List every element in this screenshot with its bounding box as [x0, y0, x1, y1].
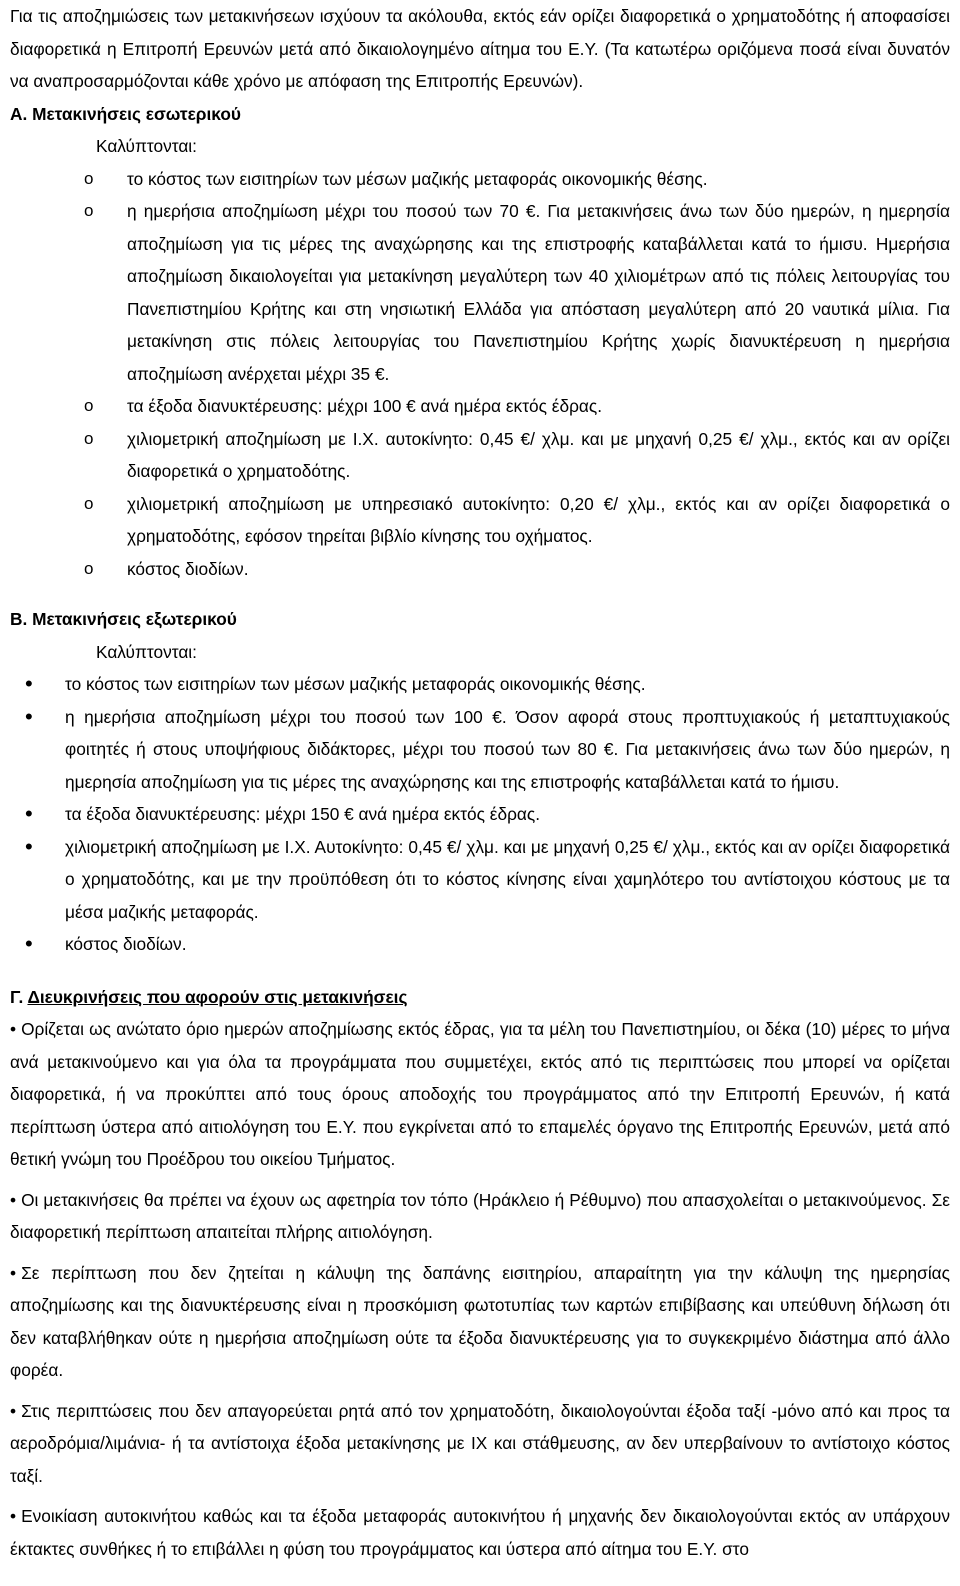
list-item-text: η ημερήσια αποζημίωση μέχρι του ποσού των 70 €. Για μετακινήσεις άνω των δύο ημερών, η ημερησία αποζημίωση για τις μέρες της αναχώρησης και της επιστροφής καταβάλλεται κατά το ήμισυ. Ημερήσια αποζημίωση δικαιολογείται για μετακίνηση μεγαλύτερη των 40 χιλιομέτρων από τις πόλεις λειτουργίας του Πανεπιστημίου Κρήτης και στη νησιωτική Ελλάδα για απόσταση μεγαλύτερη από 20 ναυτικά μίλια. Για μετακίνηση στις πόλεις λειτουργίας του Πανεπιστημίου Κρήτης χωρίς διανυκτέρευση η ημερήσια αποζημίωση ανέρχεται μέχρι 35 €. — [127, 201, 950, 384]
list-item-text: η ημερήσια αποζημίωση μέχρι του ποσού των 100 €. Όσον αφορά στους προπτυχιακούς ή μεταπτυχιακούς φοιτητές ή στους υποψήφιους διδάκτορες, μέχρι του ποσού των 80 €. Για μετακινήσεις άνω των δύο ημερών, η ημερησία αποζημίωση για τις μέρες της αναχώρησης και της επιστροφής καταβάλλεται κατά το ήμισυ. — [65, 706, 950, 792]
list-item-text: κόστος διοδίων. — [127, 558, 249, 579]
clarification-paragraph — [10, 1395, 950, 1493]
bullet-icon: • — [25, 671, 33, 696]
section-a-title: Α. Μετακινήσεις εσωτερικού — [10, 103, 241, 124]
list-item-text: χιλιομετρική αποζημίωση με Ι.Χ. Αυτοκίνητο: 0,45 €/ χλμ. και με μηχανή 0,25 €/ χλμ., εκτός και αν ορίζει διαφορετικά ο χρηματοδότης, και με την προϋπόθεση ότι το κόστος κίνησης είναι χαμηλότερο του αντίστοιχου κόστους με τα μέσα μαζικής μεταφοράς. — [65, 836, 950, 922]
circle-bullet-icon: o — [84, 428, 94, 448]
bullet-icon: • — [10, 1262, 17, 1283]
bullet-icon: • — [25, 931, 33, 956]
list-item-text: το κόστος των εισιτηρίων των μέσων μαζικής μεταφοράς οικονομικής θέσης. — [65, 674, 646, 694]
clarification-text: Στις περιπτώσεις που δεν απαγορεύεται ρητά από τον χρηματοδότη, δικαιολογούνται έξοδα ταξί -μόνο από και προς τα αεροδρόμια/λιμάνια- ή τα αντίστοιχα έξοδα μετακίνησης με ΙΧ και στάθμευσης, αν δεν υπερβαίνουν το αντίστοιχο κόστος ταξί. — [10, 1400, 950, 1486]
bullet-icon: • — [25, 703, 33, 729]
list-item — [10, 553, 950, 586]
section-c-title — [10, 981, 950, 1014]
circle-bullet-icon: o — [84, 493, 94, 513]
circle-bullet-icon: o — [84, 168, 94, 188]
section-c — [10, 981, 950, 1566]
clarification-paragraph — [10, 1184, 950, 1249]
clarification-text: Σε περίπτωση που δεν ζητείται η κάλυψη της δαπάνης εισιτηρίου, απαραίτητη για την κάλυψη της ημερησίας αποζημίωσης και της διανυκτέρευσης είναι η προσκόμιση φωτοτυπίας των καρτών επιβίβασης και υπεύθυνη δήλωση ότι δεν καταβλήθηκαν ούτε η ημερήσια αποζημίωση ούτε τα έξοδα διανυκτέρευσης για το συγκεκριμένο διάστημα από άλλο φορέα. — [10, 1262, 950, 1380]
clarification-text: Ενοικίαση αυτοκινήτου καθώς και τα έξοδα μεταφοράς αυτοκινήτου ή μηχανής δεν δικαιολογούνται εκτός αν υπάρχουν έκτακτες συνθήκες ή το επιβάλλει η φύση του προγράμματος και ύστερα από αίτημα του Ε.Υ. στο — [10, 1506, 950, 1559]
list-item — [10, 928, 950, 961]
bullet-icon: • — [10, 1019, 17, 1039]
section-b-covers-label: Καλύπτονται: — [96, 641, 197, 662]
bullet-icon: • — [10, 1400, 17, 1421]
list-item-text: τα έξοδα διανυκτέρευσης: μέχρι 150 € ανά ημέρα εκτός έδρας. — [65, 804, 541, 824]
list-item — [10, 488, 950, 553]
clarification-text: Οι μετακινήσεις θα πρέπει να έχουν ως αφετηρία τον τόπο (Ηράκλειο ή Ρέθυμνο) που απασχολείται ο μετακινούμενος. Σε διαφορετική περίπτωση απαιτείται πλήρης αιτιολόγηση. — [10, 1189, 950, 1242]
section-b — [10, 603, 950, 961]
section-c-title-text: Διευκρινήσεις που αφορούν στις μετακινήσεις — [27, 986, 408, 1007]
section-b-list — [10, 668, 950, 961]
bullet-icon: • — [25, 833, 33, 859]
clarification-paragraph — [10, 1500, 950, 1565]
list-item — [10, 390, 950, 423]
list-item — [10, 163, 950, 196]
clarification-text: Ορίζεται ως ανώτατο όριο ημερών αποζημίωσης εκτός έδρας, για τα μέλη του Πανεπιστημίου, οι δέκα (10) μέρες το μήνα ανά μετακινούμενο και για όλα τα προγράμματα που συμμετέχει, εκτός από τις περιπτώσεις που μπορεί να ορίζεται διαφορετικά, ή να προκύπτει από τους όρους αποδοχής του προγράμματος από την Επιτροπή Ερευνών, ή κατά περίπτωση ύστερα από αιτιολόγηση του Ε.Υ. που εγκρίνεται από το επαμελές όργανο της Επιτροπής Ερευνών, μετά από θετική γνώμη του Προέδρου του οικείου Τμήματος. — [10, 1019, 950, 1169]
bullet-icon: • — [10, 1506, 17, 1526]
list-item — [10, 195, 950, 390]
list-item-text: το κόστος των εισιτηρίων των μέσων μαζικής μεταφοράς οικονομικής θέσης. — [127, 168, 708, 189]
list-item — [10, 423, 950, 488]
intro-paragraph: Για τις αποζημιώσεις των μετακινήσεων ισχύουν τα ακόλουθα, εκτός εάν ορίζει διαφορετικά ο χρηματοδότης ή αποφασίσει διαφορετικά η Επιτροπή Ερευνών μετά από δικαιολογημένο αίτημα του Ε.Υ. (Τα κατωτέρω οριζόμενα ποσά είναι δυνατόν να αναπροσαρμόζονται κάθε χρόνο με απόφαση της Επιτροπής Ερευνών). — [10, 6, 950, 91]
list-item-text: χιλιομετρική αποζημίωση με υπηρεσιακό αυτοκίνητο: 0,20 €/ χλμ., εκτός και αν ορίζει διαφορετικά ο χρηματοδότης, εφόσον τηρείται βιβλίο κίνησης του οχήματος. — [127, 493, 950, 546]
clarification-paragraph — [10, 1013, 950, 1176]
section-a — [10, 98, 950, 586]
bullet-icon: • — [25, 801, 33, 826]
list-item-text: κόστος διοδίων. — [65, 934, 187, 954]
section-c-prefix: Γ. — [10, 986, 28, 1007]
list-item — [10, 701, 950, 799]
list-item-text: χιλιομετρική αποζημίωση με Ι.Χ. αυτοκίνητο: 0,45 €/ χλμ. και με μηχανή 0,25 €/ χλμ., εκτός και αν ορίζει διαφορετικά ο χρηματοδότης. — [127, 428, 950, 481]
list-item — [10, 831, 950, 929]
section-a-covers-label: Καλύπτονται: — [96, 136, 197, 156]
section-a-list — [10, 163, 950, 586]
clarification-paragraph — [10, 1257, 950, 1387]
section-b-title: Β. Μετακινήσεις εξωτερικού — [10, 609, 237, 629]
list-item-text: τα έξοδα διανυκτέρευσης: μέχρι 100 € ανά ημέρα εκτός έδρας. — [127, 396, 603, 416]
circle-bullet-icon: o — [84, 201, 94, 220]
circle-bullet-icon: o — [84, 396, 94, 415]
list-item — [10, 798, 950, 831]
bullet-icon: • — [10, 1189, 17, 1210]
list-item — [10, 668, 950, 701]
circle-bullet-icon: o — [84, 558, 94, 578]
